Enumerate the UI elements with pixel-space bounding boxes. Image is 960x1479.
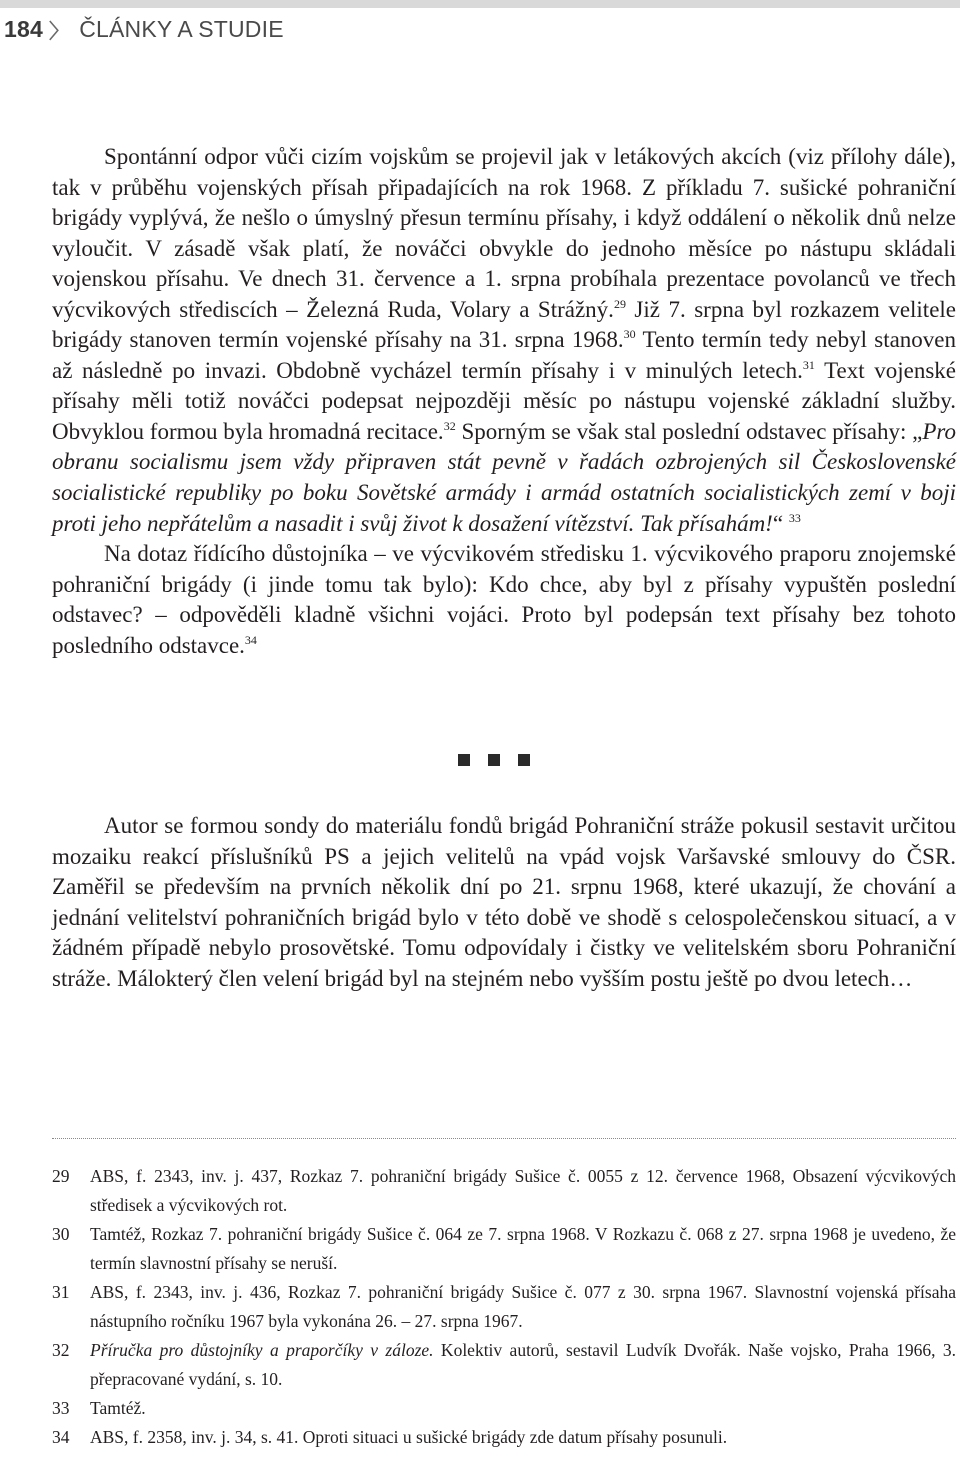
paragraph: [52, 539, 956, 661]
running-header: [4, 12, 284, 46]
text-run: Autor se formou sondy do materiálu fondů brigád Pohraniční stráže pokusil sestavit určitou mozaiku reakcí příslušníků PS a jejich velitelů na vpád vojsk Varšavské smlouvy do ČSR. Zaměřil se především na prvních několik dní po 21. srpnu 1968, které ukazují, že chování a jednání velitelství pohraničních brigád bylo v této době ve shodě s celospolečenskou situací, a v žádném případě nebylo prosovětské. Tomu odpovídaly i čistky ve velitelském sboru Pohraniční stráže. Málokterý člen velení brigád byl na stejném nebo vyšším postu ještě po dvou letech…: [52, 813, 956, 991]
separator-square: [488, 754, 500, 766]
footnote-ref: 30: [623, 327, 636, 342]
text-run: Text vojenské přísahy měli totiž nováčci podepsat nejpozději měsíc po nástupu vojenské základní služby. Obvyklou formou byla hromadná recitace.: [52, 357, 956, 444]
separator-square: [458, 754, 470, 766]
text-run: Tento termín tedy nebyl stanoven až následně po invazi. Obdobně vycházel termín přísahy i v minulých letech.: [52, 327, 957, 383]
footnotes: [52, 1162, 956, 1452]
page-number: 184: [4, 15, 43, 42]
footnote-text: [90, 1394, 956, 1423]
text-run: Sporným se však stal poslední odstavec přísahy: „: [455, 418, 923, 444]
footnote-ref: 33: [788, 510, 801, 525]
text-run: Na dotaz řídícího důstojníka – ve výcvikovém středisku 1. výcvikového praporu znojemské pohraniční brigády (i jinde tomu tak bylo): Kdo chce, aby byl z přísahy vypuštěn poslední odstavec? – odpověděli kladně všichni vojáci. Proto byl podepsán text přísahy bez tohoto posledního odstavce.: [52, 541, 956, 658]
section-separator: [458, 754, 530, 766]
text-run: Spontánní odpor vůči cizím vojskům se projevil jak v letákových akcích (viz přílohy dále), tak v průběhu vojenských přísah připadajících na rok 1968. Z příkladu 7. sušické pohraniční brigády vyplývá, že nešlo o úmyslný přesun termínu přísahy, i když oddálení o několik dnů nelze vyloučit. V zásadě však platí, že nováčci obvykle do jednoho měsíce po nástupu skládali vojenskou přísahu. Ve dnech 31. července a 1. srpna probíhala prezentace povolanců ve třech výcvikových střediscích – Železná Ruda, Volary a Strážný.: [52, 144, 956, 322]
footnote-text: [90, 1423, 956, 1452]
top-bar: [0, 0, 960, 8]
footnote-number: 32: [52, 1340, 70, 1360]
text-run: Tamtéž.: [90, 1398, 146, 1418]
footnote: [52, 1162, 956, 1220]
footnote-ref: 32: [443, 418, 456, 433]
separator-square: [518, 754, 530, 766]
footnote-text: [90, 1336, 956, 1394]
footnote-number: 30: [52, 1224, 70, 1244]
footnote-number: 34: [52, 1427, 70, 1447]
text-run: Již 7. srpna byl rozkazem velitele brigády stanoven termín vojenské přísahy na 31. srpna 1968.: [52, 296, 957, 353]
text-run: ABS, f. 2343, inv. j. 437, Rozkaz 7. pohraniční brigády Sušice č. 0055 z 12. července 1968, Obsazení výcvikových středisek a výcvikových rot.: [90, 1166, 956, 1215]
footnote-number: 33: [52, 1398, 70, 1418]
footnote-number: 31: [52, 1282, 70, 1302]
footnote: [52, 1336, 956, 1394]
paragraph: [52, 811, 956, 994]
paragraph: [52, 142, 956, 539]
chevron-right-icon: 〉: [48, 20, 70, 43]
footnote-text: [90, 1278, 956, 1336]
text-run: ABS, f. 2343, inv. j. 436, Rozkaz 7. pohraniční brigády Sušice č. 077 z 30. srpna 1967. Slavnostní vojenská přísaha nástupního ročníku 1967 byla vykonána 26. – 27. srpna 1967.: [90, 1282, 956, 1331]
text-run: “: [772, 510, 789, 536]
text-run: Tamtéž, Rozkaz 7. pohraniční brigády Sušice č. 064 ze 7. srpna 1968. V Rozkazu č. 068 z 27. srpna 1968 je uvedeno, že termín slavnostní přísahy se neruší.: [90, 1224, 956, 1273]
italic-text: Pro obranu socialismu jsem vždy připraven stát pevně v řadách ozbrojených sil Československé socialistické republiky po boku Sovětské armády i armád ostatních socialistických zemí v boji proti jeho nepřátelům a nasadit i svůj život k dosažení vítězství. Tak přísahám!: [52, 418, 956, 536]
footnote-text: [90, 1162, 956, 1220]
footnote: [52, 1220, 956, 1278]
body-text-bottom: [52, 811, 956, 994]
body-text-top: [52, 142, 956, 661]
text-run: Kolektiv autorů, sestavil Ludvík Dvořák. Naše vojsko, Praha 1966, 3. přepracované vydání, s. 10.: [90, 1340, 956, 1389]
footnote-rule: [52, 1138, 956, 1139]
footnote-number: 29: [52, 1166, 70, 1186]
footnote: [52, 1423, 956, 1452]
footnote: [52, 1394, 956, 1423]
section-title: ČLÁNKY A STUDIE: [79, 15, 284, 42]
footnote-ref: 34: [244, 632, 257, 647]
italic-text: Příručka pro důstojníky a praporčíky v záloze.: [90, 1340, 434, 1360]
footnote-ref: 31: [802, 357, 815, 372]
footnote: [52, 1278, 956, 1336]
footnote-text: [90, 1220, 956, 1278]
text-run: ABS, f. 2358, inv. j. 34, s. 41. Oproti situaci u sušické brigády zde datum přísahy posunuli.: [90, 1427, 728, 1447]
footnote-ref: 29: [613, 296, 626, 311]
